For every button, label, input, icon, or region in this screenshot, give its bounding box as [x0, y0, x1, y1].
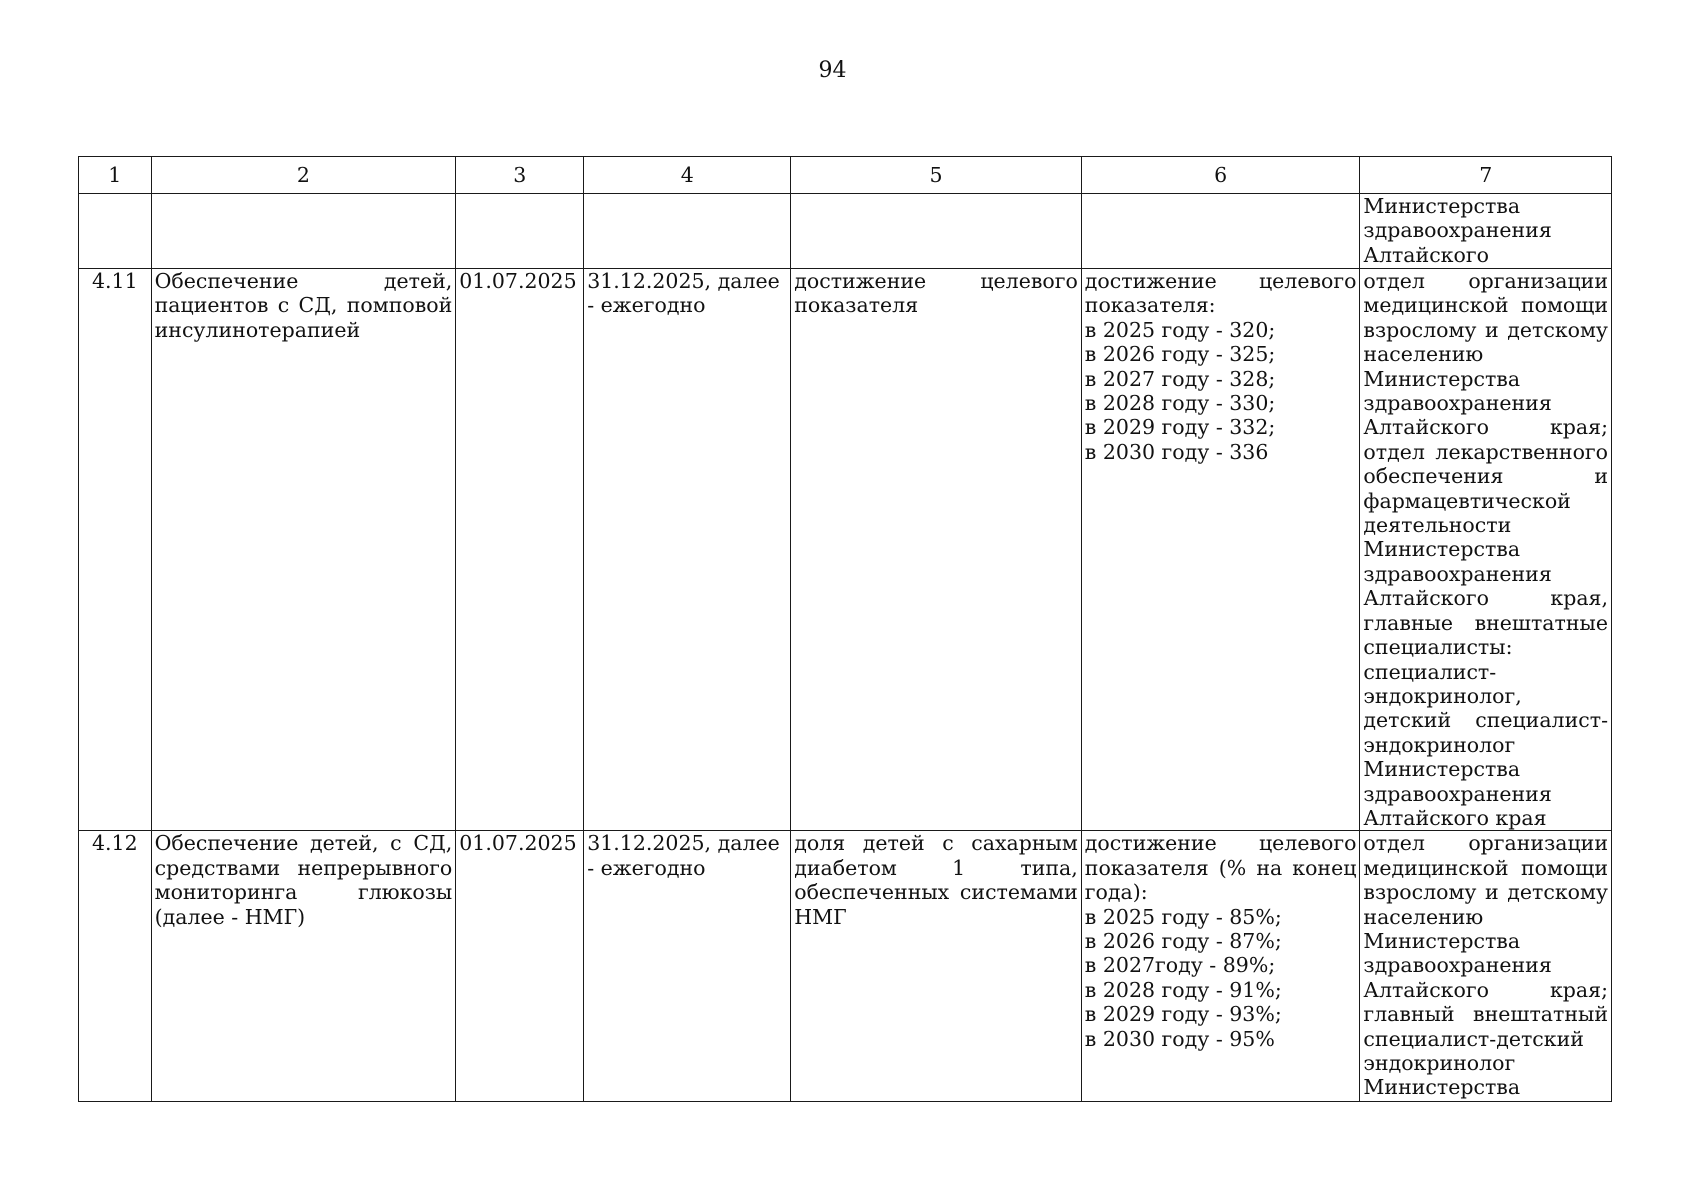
- measure-name: Обеспечение детей, с СД, средствами непрерывного мониторинга глюкозы (далее - НМГ): [151, 831, 456, 1102]
- empty-cell: [79, 194, 152, 269]
- indicator-intro: достижение целевого показателя (% на конец года):: [1084, 831, 1357, 905]
- indicator-intro: достижение целевого показателя:: [1084, 269, 1357, 318]
- target-indicator: [1081, 269, 1360, 831]
- table-row: [79, 831, 1612, 1102]
- empty-cell: [584, 194, 791, 269]
- end-date: 31.12.2025, далее - ежегодно: [584, 831, 791, 1102]
- column-header: 7: [1360, 157, 1612, 194]
- column-header: 5: [791, 157, 1082, 194]
- column-number-header: [79, 157, 1612, 194]
- indicator-year-value: в 2030 году - 336: [1084, 439, 1269, 464]
- row-number: 4.12: [79, 831, 152, 1102]
- indicator-year-value: в 2028 году - 330;: [1084, 391, 1276, 416]
- indicator-year-value: в 2028 году - 91%;: [1084, 977, 1282, 1002]
- measures-table: [78, 156, 1612, 1102]
- responsible-executors: отдел организации медицинской помощи взрослому и детскому населению Министерства здравоохранения Алтайского края; отдел лекарственного обеспечения и фармацевтической деятельности Министерства здравоохранения Алтайского края, главные внештатные специалисты: специалист-эндокринолог, детский специалист-эндокринолог Министерства здравоохранения Алтайского края: [1360, 269, 1612, 831]
- indicator-year-value: в 2027 году - 328;: [1084, 366, 1276, 391]
- empty-cell: [151, 194, 456, 269]
- indicator-year-value: в 2025 году - 320;: [1084, 317, 1276, 342]
- end-date: 31.12.2025, далее - ежегодно: [584, 269, 791, 831]
- indicator-year-value: в 2026 году - 325;: [1084, 342, 1276, 367]
- empty-cell: [456, 194, 584, 269]
- target-indicator: [1081, 831, 1360, 1102]
- column-header: 6: [1081, 157, 1360, 194]
- column-header: 1: [79, 157, 152, 194]
- column-header: 4: [584, 157, 791, 194]
- start-date: 01.07.2025: [456, 831, 584, 1102]
- start-date: 01.07.2025: [456, 269, 584, 831]
- page-number: 94: [818, 58, 847, 83]
- indicator-year-value: в 2027году - 89%;: [1084, 953, 1276, 978]
- indicator-year-value: в 2030 году - 95%: [1084, 1026, 1275, 1051]
- indicator-year-value: в 2026 году - 87%;: [1084, 928, 1282, 953]
- row-number: 4.11: [79, 269, 152, 831]
- column-header: 2: [151, 157, 456, 194]
- empty-cell: [1081, 194, 1360, 269]
- table-row: [79, 269, 1612, 831]
- indicator-year-value: в 2025 году - 85%;: [1084, 904, 1282, 929]
- column-header: 3: [456, 157, 584, 194]
- continuation-row: [79, 194, 1612, 269]
- empty-cell: [791, 194, 1082, 269]
- expected-result: достижение целевого показателя: [791, 269, 1082, 831]
- measure-name: Обеспечение детей, пациентов с СД, помповой инсулинотерапией: [151, 269, 456, 831]
- expected-result: доля детей с сахарным диабетом 1 типа, обеспеченных системами НМГ: [791, 831, 1082, 1102]
- responsible-executors: отдел организации медицинской помощи взрослому и детскому населению Министерства здравоохранения Алтайского края; главный внештатный специалист-детский эндокринолог Министерства: [1360, 831, 1612, 1102]
- indicator-year-value: в 2029 году - 332;: [1084, 415, 1276, 440]
- indicator-year-value: в 2029 году - 93%;: [1084, 1002, 1282, 1027]
- responsible-continuation: Министерства здравоохранения Алтайского: [1360, 194, 1612, 269]
